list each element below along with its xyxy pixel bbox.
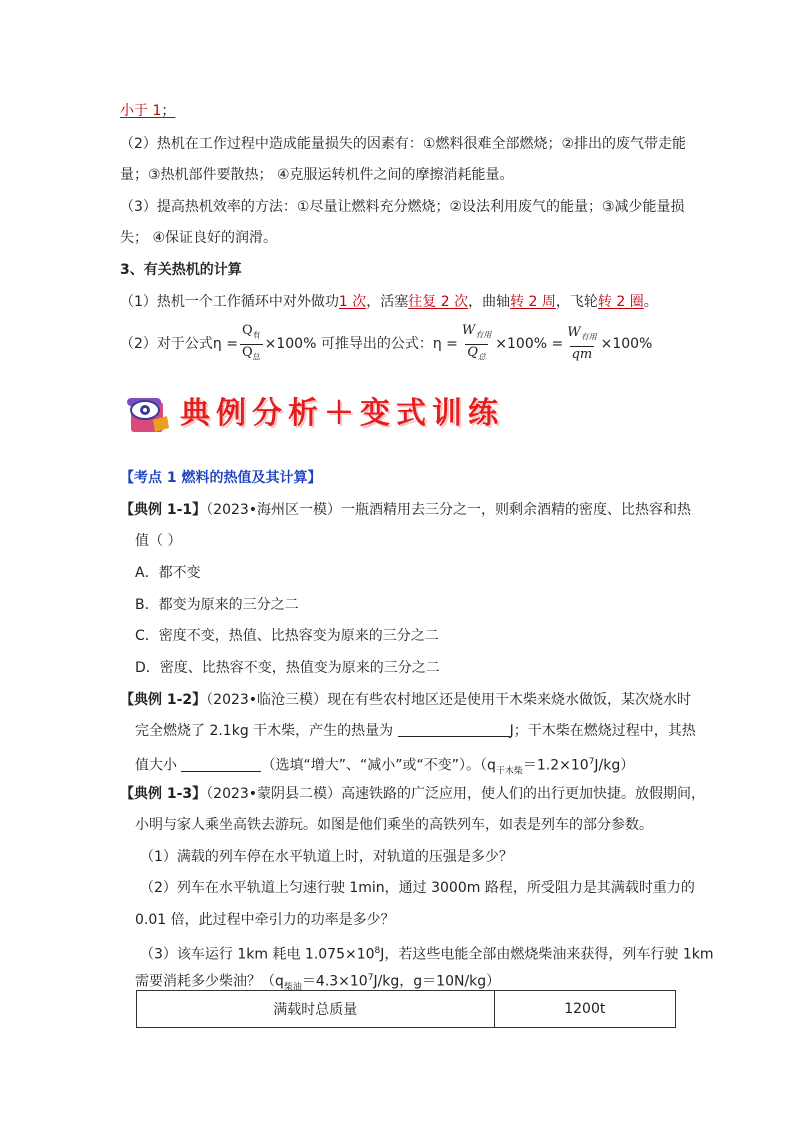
subquestion-1: （1）满载的列车停在水平轨道上时，对轨道的压强是多少？ (140, 849, 513, 865)
table-cell-label: 满载时总质量 (137, 991, 495, 1028)
formula-fraction-1: $\frac{Q_有}{Q_总}$ (240, 323, 263, 365)
text-efficiency-methods-1: （3）提高热机效率的方法：①尽量让燃料充分燃烧；②设法利用废气的能量；③减少能量损 (120, 199, 685, 215)
formula-fraction-2: $\frac{W_{有用}}{Q_总}$ (460, 323, 493, 365)
subquestion-2: （2）列车在水平轨道上匀速行驶 1min，通过 3000m 路程，所受阻力是其满载时重力的 (140, 880, 695, 896)
subquestion-3: （3）该车运行 1km 耗电 $1.075\times 10^8J$，若这些电能全部由燃烧柴油来获得，列车行驶 1km (140, 946, 714, 963)
example-1-3-question: 【典例 1-3】（2023•蒙阴县二模）高速铁路的广泛应用，使人们的出行更加快捷。放假期间， (120, 786, 706, 802)
answer-blank-heat[interactable] (398, 722, 510, 737)
example-1-2-question: 【典例 1-2】（2023•临沧三模）现在有些农村地区还是使用干木柴来烧水做饭，某次烧水时 (120, 692, 692, 708)
text-less-than-one: 小于 1； (120, 103, 176, 119)
answer-blank-heat-value[interactable] (181, 757, 261, 772)
option-d: D．密度、比热容不变，热值变为原来的三分之二 (135, 660, 440, 676)
text-loss-factors-2: 量；③热机部件要散热； ④克服运转机件之间的摩擦消耗能量。 (120, 167, 514, 183)
example-1-3-line2: 小明与家人乘坐高铁去游玩。如图是他们乘坐的高铁列车，如表是列车的部分参数。 (135, 817, 653, 833)
option-c: C．密度不变，热值、比热容变为原来的三分之二 (135, 628, 439, 644)
banner-icon (125, 392, 173, 436)
example-1-1-question: 【典例 1-1】（2023•海州区一模）一瓶酒精用去三分之一，则剩余酒精的密度、比热容和热 (120, 502, 692, 518)
subquestion-3-cont: 需要消耗多少柴油？（$q_{柴油}=4.3\times 10^7J/kg$，g＝10N/kg） (135, 973, 501, 993)
banner-title: 典例分析＋变式训练 (180, 396, 504, 431)
example-1-2-line2: 完全燃烧了 2.1kg 干木柴，产生的热量为 J；干木柴在燃烧过程中，其热 (135, 723, 696, 739)
table-row (137, 991, 676, 1028)
heading-calculation: 3、有关热机的计算 (120, 262, 242, 278)
text-efficiency-methods-2: 失； ④保证良好的润滑。 (120, 230, 278, 246)
section-heading: 【考点 1 燃料的热值及其计算】 (120, 470, 322, 486)
train-parameters-table (136, 990, 676, 1028)
option-b: B．都变为原来的三分之二 (135, 597, 299, 613)
formula-fraction-3: $\frac{W_{有用}}{qm}$ (567, 325, 597, 362)
subquestion-2-cont: 0.01 倍，此过程中牵引力的功率是多少？ (135, 912, 395, 928)
text-loss-factors-1: （2）热机在工作过程中造成能量损失的因素有：①燃料很难全部燃烧；②排出的废气带走能 (120, 136, 687, 152)
text-work-cycle: （1）热机一个工作循环中对外做功1 次，活塞往复 2 次，曲轴转 2 周，飞轮转 2 圈。 (120, 294, 658, 310)
table-cell-value: 1200t (494, 991, 675, 1028)
example-1-2-line3: 值大小 （选填“增大”、“减小”或“不变”）。$(q_{干木柴}=1.2\times 10^7J/kg)$ (135, 757, 635, 777)
formula-line: （2）对于公式η = $\frac{Q_有}{Q_总}$ ×100% 可推导出的公式：η = $\frac{W_{有用}}{Q_总}$ ×100% = $\frac{W_{有用}}{qm}$ ×100% (120, 322, 652, 366)
example-1-1-question-cont: 值（ ） (135, 533, 182, 549)
option-a: A．都不变 (135, 565, 201, 581)
